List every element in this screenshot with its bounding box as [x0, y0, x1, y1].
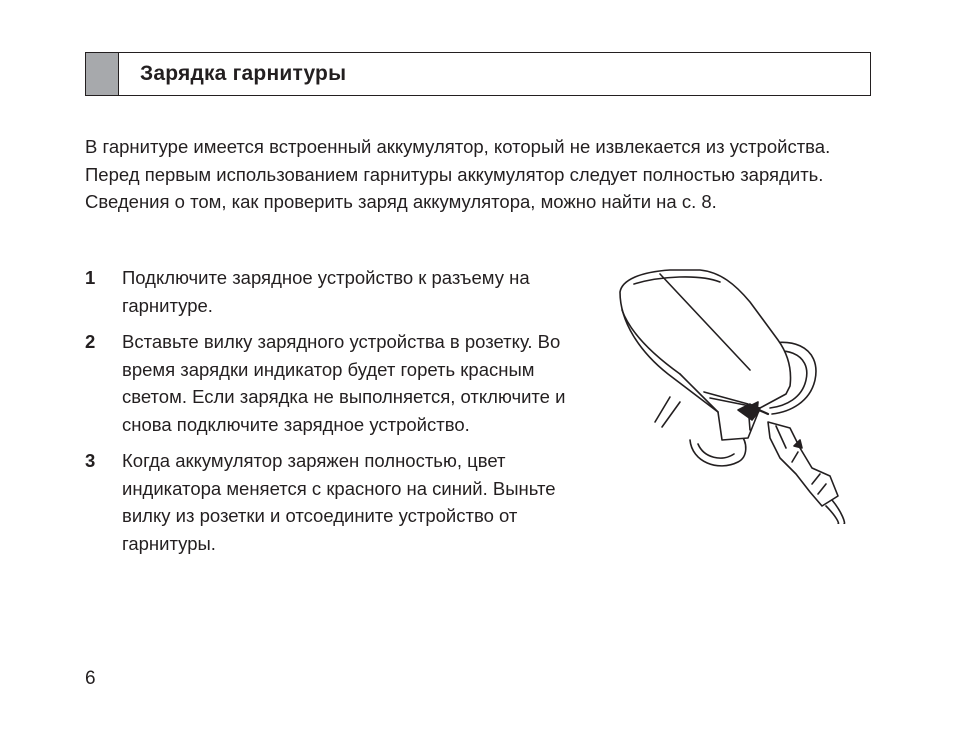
step-text: Вставьте вилку зарядного устройства в розетку. Во время зарядки индикатор будет гореть красным светом. Если зарядка не выполняется, отключите и снова подключите зарядное устройство.: [122, 331, 566, 435]
headset-charging-illustration: [600, 262, 860, 524]
step-number: 3: [85, 450, 96, 471]
headset-icon: [600, 262, 860, 524]
intro-paragraph: В гарнитуре имеется встроенный аккумулятор, который не извлекается из устройства. Перед первым использованием гарнитуры аккумулятор следует полностью зарядить. Сведения о том, как проверить заряд аккумулятора, можно найти на с. 8.: [85, 136, 831, 212]
step-item: [85, 264, 595, 319]
header-gray-block: [86, 53, 119, 95]
page-title: Зарядка гарнитуры: [140, 62, 347, 85]
step-text: Подключите зарядное устройство к разъему на гарнитуре.: [122, 267, 530, 316]
step-number: 1: [85, 267, 96, 288]
page-number: 6: [85, 668, 96, 689]
steps-list: [85, 264, 595, 566]
step-item: [85, 447, 595, 557]
step-number: 2: [85, 331, 96, 352]
section-header: [85, 52, 871, 96]
step-text: Когда аккумулятор заряжен полностью, цвет индикатора меняется с красного на синий. Выньте вилку из розетки и отсоедините устройство от гарнитуры.: [122, 450, 556, 554]
step-item: [85, 328, 595, 438]
